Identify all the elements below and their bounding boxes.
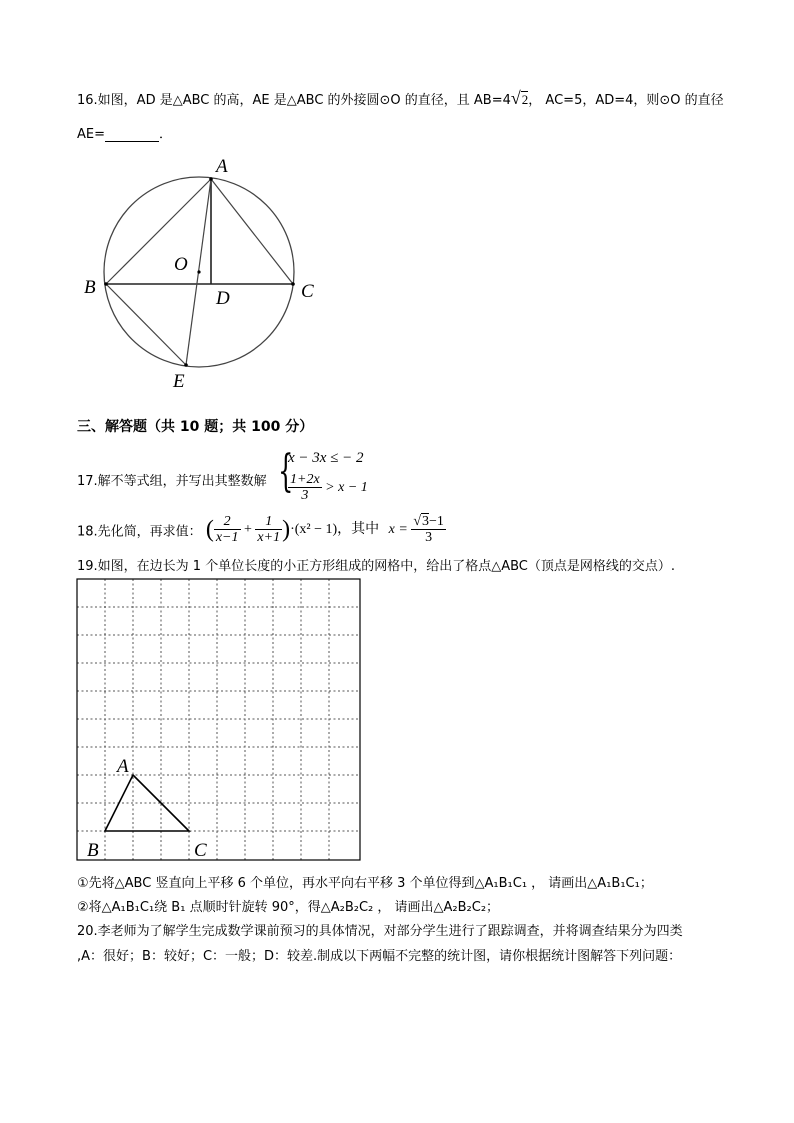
grid-label-c: C [194, 840, 207, 861]
point-b [104, 282, 108, 286]
q18-f1-den: x−1 [215, 530, 239, 546]
point-e [184, 363, 188, 367]
q17-lead: 17.解不等式组，并写出其整数解 [77, 474, 267, 489]
q19-grid-figure [70, 572, 370, 867]
sqrt-symbol: √ [510, 88, 521, 108]
segment-ab [106, 179, 211, 284]
q18-x-num-rest: −1 [429, 514, 444, 529]
q18-f2-num: 1 [255, 514, 282, 530]
q18-lead: 18.先化简，再求值： [77, 524, 202, 540]
label-a: A [216, 156, 228, 177]
q18-x-radicand: 3 [422, 514, 430, 529]
q20-line2: ,A：很好；B：较好；C：一般；D：较差.制成以下两幅不完整的统计图，请你根据统计图解答下列问题： [77, 949, 682, 964]
q17-frac-num: 1+2x [290, 472, 320, 487]
q19-part2: ②将△A₁B₁C₁绕 B₁ 点顺时针旋转 90°，得△A₂B₂C₂ ， 请画出△A₂B₂C₂； [77, 900, 500, 915]
q18-x-num: √3−1 [413, 514, 444, 529]
grid-label-a: A [117, 756, 129, 777]
q16-line1 [77, 88, 724, 109]
q17-inequality-2 [288, 472, 368, 504]
section-title: 三、解答题（共 10 题；共 100 分） [77, 419, 314, 435]
q16-text-b: ， AC=5，AD=4，则⊙O 的直径 [528, 93, 724, 108]
q18-f2-den: x+1 [257, 530, 281, 546]
q18-x-den: 3 [425, 530, 433, 546]
q16-ae-label: AE= [77, 127, 105, 142]
label-o: O [174, 254, 188, 275]
point-a [209, 177, 213, 181]
q19-text: 19.如图，在边长为 1 个单位长度的小正方形组成的网格中，给出了格点△ABC（顶点是网格线的交点）. [77, 559, 676, 574]
label-b: B [84, 277, 96, 298]
segment-be [106, 284, 186, 365]
q18-mult: ·(x² − 1)，其中 [290, 522, 380, 538]
q18-paren-close: ) [282, 516, 291, 543]
grid-label-b: B [87, 840, 99, 861]
point-o [197, 270, 200, 273]
q18-f1-num: 2 [214, 514, 241, 530]
label-e: E [173, 371, 185, 392]
grid-lines [77, 579, 360, 860]
q18-line [77, 514, 446, 546]
answer-blank [105, 129, 159, 142]
q18-x-eq: x = [388, 522, 408, 538]
q18-fraction-2 [255, 514, 282, 546]
q16-end: ． [159, 127, 173, 142]
point-c [291, 282, 295, 286]
q18-paren-open: ( [205, 516, 214, 543]
q16-line2 [77, 123, 172, 142]
q16-text-a: 16.如图，AD 是△ABC 的高，AE 是△ABC 的外接圆⊙O 的直径，且 AB=4 [77, 93, 511, 108]
q17-brace: { [278, 446, 294, 497]
q18-x-fraction [411, 514, 446, 546]
q18-expression [205, 514, 446, 546]
segment-ac [211, 179, 293, 284]
q19-part1: ①先将△ABC 竖直向上平移 6 个单位，再水平向右平移 3 个单位得到△A₁B₁C₁ ， 请画出△A₁B₁C₁； [77, 876, 653, 891]
q16-radicand: 2 [521, 92, 529, 107]
q18-plus: + [244, 522, 252, 538]
q17-ineq2-rest: > x − 1 [321, 480, 368, 496]
q17-fraction [288, 472, 322, 504]
q18-fraction-1 [214, 514, 241, 546]
q17-frac-den: 3 [301, 488, 309, 504]
label-d: D [216, 288, 230, 309]
q20-line1: 20.李老师为了解学生完成数学课前预习的具体情况，对部分学生进行了跟踪调查，并将调查结果分为四类 [77, 924, 683, 939]
q17-inequality-1: x − 3x ≤ − 2 [288, 450, 364, 466]
label-c: C [301, 281, 314, 302]
q16-circle-figure [70, 150, 340, 400]
